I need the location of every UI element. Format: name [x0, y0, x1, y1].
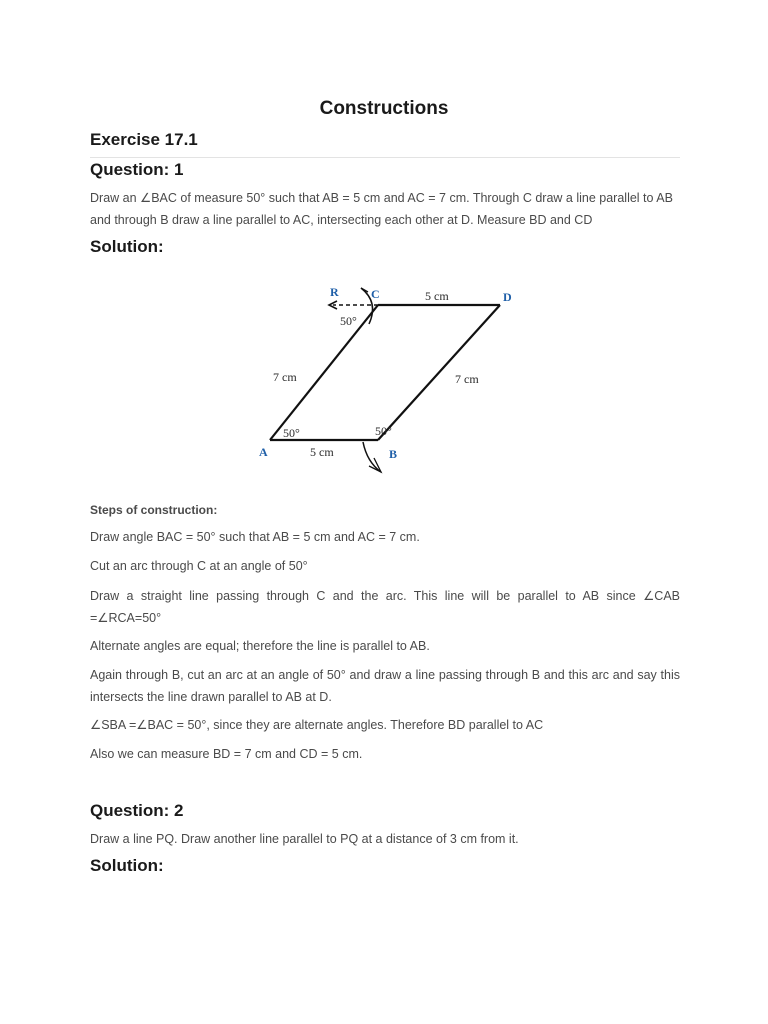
question-2-heading: Question: 2 [90, 801, 184, 820]
point-r-label: R [330, 285, 339, 299]
step-7: Also we can measure BD = 7 cm and CD = 5 cm. [90, 747, 363, 761]
page-title: Constructions [319, 98, 449, 119]
side-bd [378, 305, 500, 440]
steps-heading: Steps of construction: [90, 503, 218, 517]
angle-b-label: 50° [375, 424, 392, 438]
angle-a-label: 50° [283, 426, 300, 440]
point-a-label: A [259, 445, 268, 459]
step-1: Draw angle BAC = 50° such that AB = 5 cm and AC = 7 cm. [90, 530, 420, 544]
exercise-heading: Exercise 17.1 [90, 130, 198, 149]
side-bd-label: 7 cm [455, 372, 479, 386]
solution-1-heading: Solution: [90, 237, 164, 256]
step-4: Alternate angles are equal; therefore the line is parallel to AB. [90, 639, 430, 653]
step-6: ∠SBA =∠BAC = 50°, since they are alternate angles. Therefore BD parallel to AC [90, 718, 544, 732]
step-5: Again through B, cut an arc at an angle of 50° and draw a line passing through B and this arc and say this intersects the line drawn parallel to AB at D. [90, 668, 680, 704]
parallelogram-figure [255, 280, 525, 480]
step-3: Draw a straight line passing through C and the arc. This line will be parallel to AB since ∠CAB =∠RCA=50° [90, 589, 680, 625]
question-1-heading: Question: 1 [90, 160, 184, 179]
angle-c-label: 50° [340, 314, 357, 328]
side-cd-label: 5 cm [425, 289, 449, 303]
step-2: Cut an arc through C at an angle of 50° [90, 559, 308, 573]
question-1-text: Draw an ∠BAC of measure 50° such that AB = 5 cm and AC = 7 cm. Through C draw a line parallel to AB and through B draw a line parallel to AC, intersecting each other at D. Measure BD and CD [90, 191, 673, 227]
side-ab-label: 5 cm [310, 445, 334, 459]
point-b-label: B [389, 447, 398, 461]
question-2-text: Draw a line PQ. Draw another line parallel to PQ at a distance of 3 cm from it. [90, 832, 519, 846]
point-d-label: D [503, 290, 512, 304]
solution-2-heading: Solution: [90, 856, 164, 875]
heading-divider [90, 157, 680, 158]
side-ac-label: 7 cm [273, 370, 297, 384]
point-c-label: C [371, 287, 380, 301]
